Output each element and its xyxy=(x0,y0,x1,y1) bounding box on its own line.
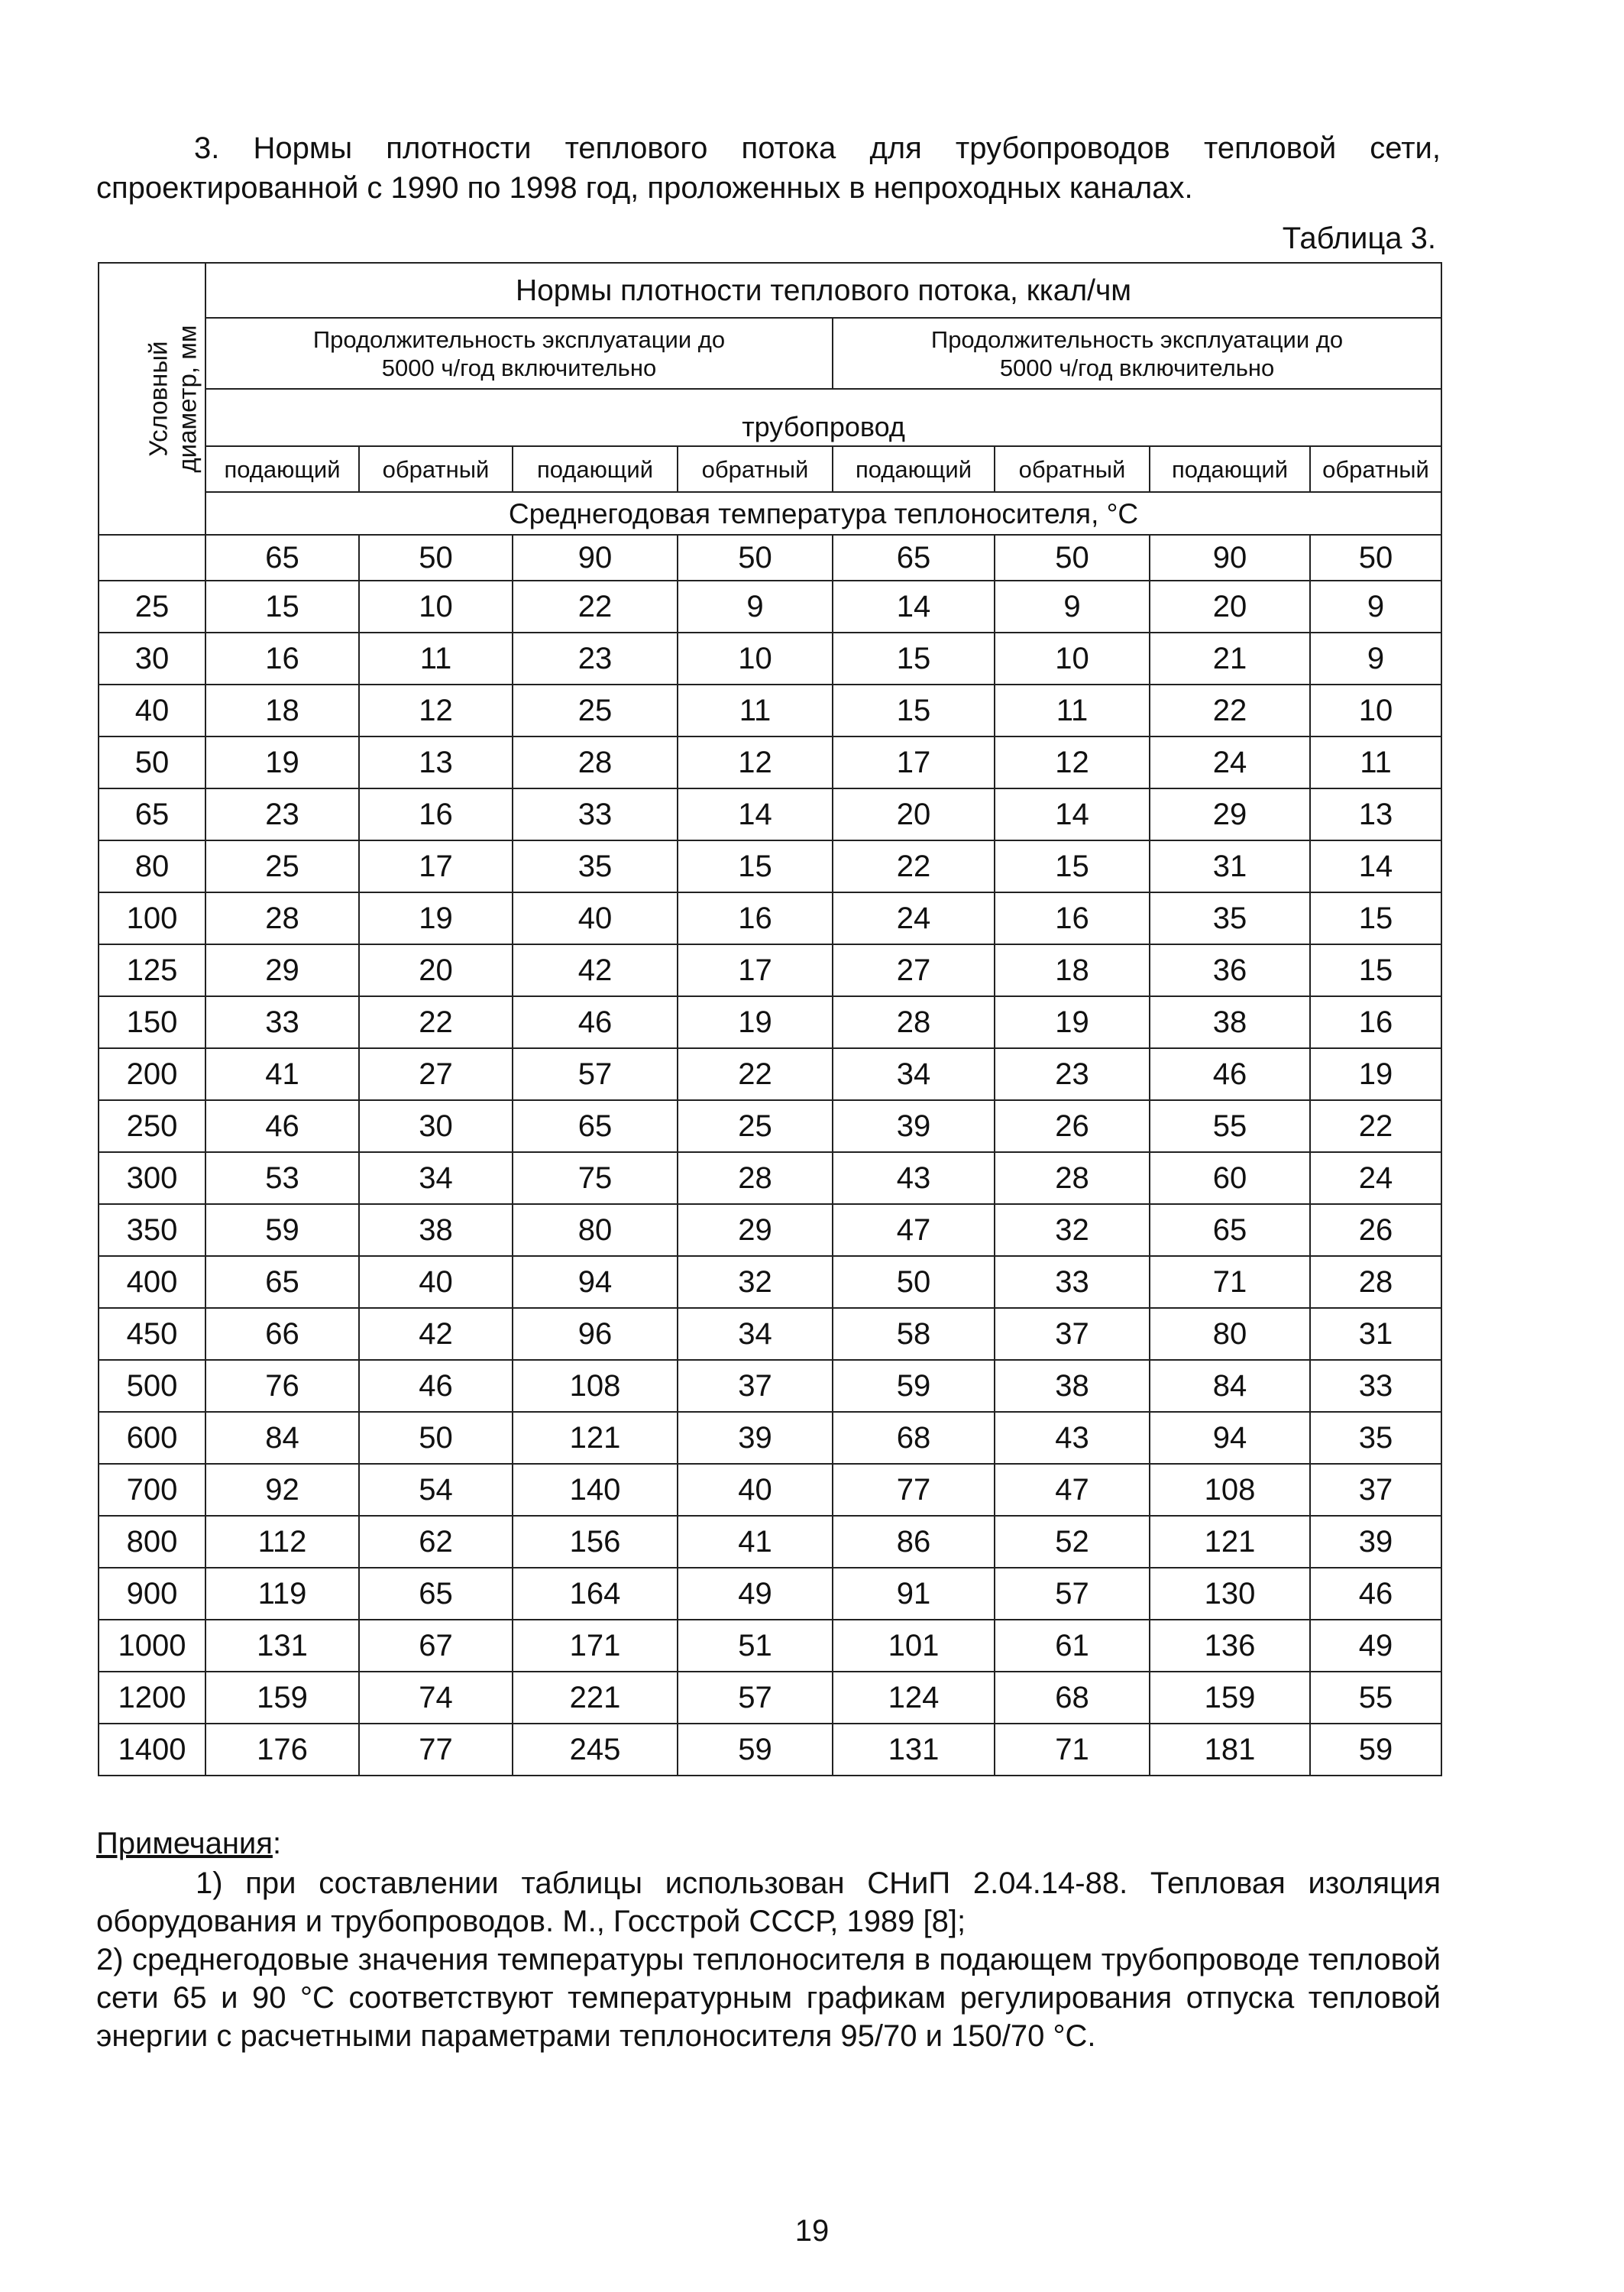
value-cell: 124 xyxy=(833,1672,995,1724)
value-cell: 112 xyxy=(205,1516,359,1568)
value-cell: 46 xyxy=(205,1100,359,1152)
value-cell: 47 xyxy=(995,1464,1150,1516)
value-cell: 71 xyxy=(1150,1256,1310,1308)
temp-cell: 50 xyxy=(1310,535,1441,581)
value-cell: 28 xyxy=(513,736,678,788)
value-cell: 77 xyxy=(359,1724,513,1776)
value-cell: 42 xyxy=(359,1308,513,1360)
diameter-cell: 600 xyxy=(99,1412,205,1464)
value-cell: 22 xyxy=(359,996,513,1048)
value-cell: 96 xyxy=(513,1308,678,1360)
value-cell: 84 xyxy=(205,1412,359,1464)
value-cell: 131 xyxy=(833,1724,995,1776)
value-cell: 24 xyxy=(1150,736,1310,788)
value-cell: 46 xyxy=(1150,1048,1310,1100)
table-row xyxy=(99,581,1441,633)
value-cell: 47 xyxy=(833,1204,995,1256)
value-cell: 57 xyxy=(995,1568,1150,1620)
value-cell: 60 xyxy=(1150,1152,1310,1204)
diameter-cell: 300 xyxy=(99,1152,205,1204)
value-cell: 38 xyxy=(1150,996,1310,1048)
table-row xyxy=(99,788,1441,840)
page-number: 19 xyxy=(794,2214,830,2248)
value-cell: 14 xyxy=(1310,840,1441,892)
col-header: обратный xyxy=(995,446,1150,492)
value-cell: 35 xyxy=(1310,1412,1441,1464)
table-row xyxy=(99,1048,1441,1100)
diameter-label-line-2: диаметр, мм xyxy=(173,325,202,473)
col-header: подающий xyxy=(205,446,359,492)
value-cell: 92 xyxy=(205,1464,359,1516)
value-cell: 28 xyxy=(678,1152,833,1204)
table-row xyxy=(99,1308,1441,1360)
heat-flux-norms-table xyxy=(98,262,1442,1776)
duration-group-b-line-2: 5000 ч/год включительно xyxy=(999,354,1275,381)
diameter-cell: 1200 xyxy=(99,1672,205,1724)
value-cell: 68 xyxy=(995,1672,1150,1724)
value-cell: 33 xyxy=(1310,1360,1441,1412)
table-row xyxy=(99,944,1441,996)
table-row xyxy=(99,1256,1441,1308)
duration-group-a-line-2: 5000 ч/год включительно xyxy=(381,354,657,381)
value-cell: 66 xyxy=(205,1308,359,1360)
value-cell: 55 xyxy=(1150,1100,1310,1152)
table-row xyxy=(99,1464,1441,1516)
value-cell: 15 xyxy=(678,840,833,892)
diameter-cell: 40 xyxy=(99,685,205,736)
value-cell: 41 xyxy=(678,1516,833,1568)
diameter-cell: 150 xyxy=(99,996,205,1048)
value-cell: 27 xyxy=(833,944,995,996)
diameter-cell: 1000 xyxy=(99,1620,205,1672)
value-cell: 13 xyxy=(359,736,513,788)
value-cell: 46 xyxy=(359,1360,513,1412)
value-cell: 140 xyxy=(513,1464,678,1516)
temp-cell: 65 xyxy=(205,535,359,581)
value-cell: 131 xyxy=(205,1620,359,1672)
value-cell: 14 xyxy=(995,788,1150,840)
value-cell: 28 xyxy=(205,892,359,944)
value-cell: 94 xyxy=(1150,1412,1310,1464)
value-cell: 17 xyxy=(678,944,833,996)
value-cell: 37 xyxy=(995,1308,1150,1360)
value-cell: 17 xyxy=(833,736,995,788)
value-cell: 43 xyxy=(995,1412,1150,1464)
col-header: обратный xyxy=(1310,446,1441,492)
value-cell: 36 xyxy=(1150,944,1310,996)
value-cell: 26 xyxy=(1310,1204,1441,1256)
value-cell: 68 xyxy=(833,1412,995,1464)
value-cell: 65 xyxy=(513,1100,678,1152)
value-cell: 67 xyxy=(359,1620,513,1672)
diameter-cell: 100 xyxy=(99,892,205,944)
value-cell: 28 xyxy=(995,1152,1150,1204)
diameter-label-line-1: Условный xyxy=(144,341,173,457)
value-cell: 20 xyxy=(359,944,513,996)
value-cell: 15 xyxy=(1310,944,1441,996)
table-row xyxy=(99,1568,1441,1620)
value-cell: 76 xyxy=(205,1360,359,1412)
value-cell: 42 xyxy=(513,944,678,996)
table-row xyxy=(99,1516,1441,1568)
value-cell: 34 xyxy=(359,1152,513,1204)
value-cell: 33 xyxy=(995,1256,1150,1308)
value-cell: 22 xyxy=(513,581,678,633)
value-cell: 34 xyxy=(678,1308,833,1360)
value-cell: 24 xyxy=(833,892,995,944)
value-cell: 18 xyxy=(995,944,1150,996)
table-caption: Таблица 3. xyxy=(1282,222,1436,255)
value-cell: 11 xyxy=(995,685,1150,736)
value-cell: 15 xyxy=(1310,892,1441,944)
value-cell: 31 xyxy=(1310,1308,1441,1360)
value-cell: 18 xyxy=(205,685,359,736)
temp-cell: 90 xyxy=(1150,535,1310,581)
value-cell: 25 xyxy=(205,840,359,892)
value-cell: 54 xyxy=(359,1464,513,1516)
value-cell: 15 xyxy=(833,633,995,685)
note-1: 1) при составлении таблицы использован СНиП 2.04.14-88. Тепловая изоляция оборудования и трубопроводов. М., Госстрой СССР, 1989 [8]; xyxy=(96,1866,1441,1938)
table-row xyxy=(99,1100,1441,1152)
diameter-header xyxy=(99,263,205,535)
value-cell: 9 xyxy=(1310,633,1441,685)
value-cell: 14 xyxy=(833,581,995,633)
diameter-cell: 200 xyxy=(99,1048,205,1100)
value-cell: 176 xyxy=(205,1724,359,1776)
value-cell: 40 xyxy=(359,1256,513,1308)
value-cell: 171 xyxy=(513,1620,678,1672)
value-cell: 11 xyxy=(1310,736,1441,788)
value-cell: 16 xyxy=(1310,996,1441,1048)
value-cell: 49 xyxy=(678,1568,833,1620)
temp-cell: 50 xyxy=(359,535,513,581)
duration-group-a xyxy=(205,318,833,389)
diameter-cell: 400 xyxy=(99,1256,205,1308)
col-header: подающий xyxy=(833,446,995,492)
value-cell: 26 xyxy=(995,1100,1150,1152)
value-cell: 34 xyxy=(833,1048,995,1100)
value-cell: 80 xyxy=(1150,1308,1310,1360)
value-cell: 86 xyxy=(833,1516,995,1568)
temp-cell: 50 xyxy=(678,535,833,581)
value-cell: 19 xyxy=(359,892,513,944)
duration-group-b-line-1: Продолжительность эксплуатации до xyxy=(930,325,1344,353)
diameter-cell: 1400 xyxy=(99,1724,205,1776)
col-header: обратный xyxy=(678,446,833,492)
value-cell: 221 xyxy=(513,1672,678,1724)
value-cell: 24 xyxy=(1310,1152,1441,1204)
value-cell: 94 xyxy=(513,1256,678,1308)
value-cell: 32 xyxy=(995,1204,1150,1256)
value-cell: 23 xyxy=(205,788,359,840)
value-cell: 33 xyxy=(513,788,678,840)
col-header: подающий xyxy=(513,446,678,492)
value-cell: 15 xyxy=(995,840,1150,892)
value-cell: 57 xyxy=(513,1048,678,1100)
value-cell: 38 xyxy=(995,1360,1150,1412)
diameter-cell: 500 xyxy=(99,1360,205,1412)
value-cell: 12 xyxy=(678,736,833,788)
value-cell: 40 xyxy=(513,892,678,944)
value-cell: 40 xyxy=(678,1464,833,1516)
value-cell: 62 xyxy=(359,1516,513,1568)
value-cell: 101 xyxy=(833,1620,995,1672)
value-cell: 46 xyxy=(513,996,678,1048)
value-cell: 37 xyxy=(1310,1464,1441,1516)
value-cell: 65 xyxy=(359,1568,513,1620)
heading-line-2: спроектированной с 1990 по 1998 год, проложенных в непроходных каналах. xyxy=(96,171,1193,205)
value-cell: 19 xyxy=(678,996,833,1048)
heading-line-1: 3. Нормы плотности теплового потока для трубопроводов тепловой сети, xyxy=(194,131,1441,165)
table-body xyxy=(99,581,1441,1776)
value-cell: 84 xyxy=(1150,1360,1310,1412)
value-cell: 58 xyxy=(833,1308,995,1360)
value-cell: 50 xyxy=(359,1412,513,1464)
table-title: Нормы плотности теплового потока, ккал/чм xyxy=(205,263,1441,318)
value-cell: 32 xyxy=(678,1256,833,1308)
value-cell: 46 xyxy=(1310,1568,1441,1620)
value-cell: 59 xyxy=(678,1724,833,1776)
table-row xyxy=(99,1672,1441,1724)
value-cell: 121 xyxy=(513,1412,678,1464)
temp-cell: 65 xyxy=(833,535,995,581)
value-cell: 136 xyxy=(1150,1620,1310,1672)
value-cell: 74 xyxy=(359,1672,513,1724)
value-cell: 130 xyxy=(1150,1568,1310,1620)
value-cell: 119 xyxy=(205,1568,359,1620)
diameter-cell: 80 xyxy=(99,840,205,892)
duration-group-a-line-1: Продолжительность эксплуатации до xyxy=(312,325,726,353)
value-cell: 35 xyxy=(1150,892,1310,944)
diameter-cell: 900 xyxy=(99,1568,205,1620)
table-row xyxy=(99,892,1441,944)
value-cell: 49 xyxy=(1310,1620,1441,1672)
value-cell: 29 xyxy=(205,944,359,996)
pipeline-header: трубопровод xyxy=(205,389,1441,446)
table-row xyxy=(99,736,1441,788)
value-cell: 43 xyxy=(833,1152,995,1204)
section-heading xyxy=(96,128,1441,208)
value-cell: 80 xyxy=(513,1204,678,1256)
value-cell: 12 xyxy=(995,736,1150,788)
value-cell: 20 xyxy=(1150,581,1310,633)
value-cell: 15 xyxy=(833,685,995,736)
value-cell: 77 xyxy=(833,1464,995,1516)
table-row xyxy=(99,840,1441,892)
value-cell: 71 xyxy=(995,1724,1150,1776)
value-cell: 22 xyxy=(833,840,995,892)
value-cell: 159 xyxy=(1150,1672,1310,1724)
value-cell: 14 xyxy=(678,788,833,840)
duration-group-b xyxy=(833,318,1441,389)
value-cell: 9 xyxy=(995,581,1150,633)
value-cell: 12 xyxy=(359,685,513,736)
value-cell: 35 xyxy=(513,840,678,892)
value-cell: 39 xyxy=(678,1412,833,1464)
value-cell: 29 xyxy=(1150,788,1310,840)
value-cell: 20 xyxy=(833,788,995,840)
diameter-cell: 65 xyxy=(99,788,205,840)
value-cell: 11 xyxy=(678,685,833,736)
value-cell: 245 xyxy=(513,1724,678,1776)
col-header: подающий xyxy=(1150,446,1310,492)
value-cell: 108 xyxy=(1150,1464,1310,1516)
value-cell: 28 xyxy=(833,996,995,1048)
value-cell: 59 xyxy=(1310,1724,1441,1776)
value-cell: 27 xyxy=(359,1048,513,1100)
value-cell: 52 xyxy=(995,1516,1150,1568)
value-cell: 51 xyxy=(678,1620,833,1672)
diameter-cell: 50 xyxy=(99,736,205,788)
notes-title: Примечания xyxy=(96,1827,273,1860)
value-cell: 22 xyxy=(678,1048,833,1100)
note-2: 2) среднегодовые значения температуры теплоносителя в подающем трубопроводе тепловой сети 65 и 90 °С соответствуют температурным графикам регулирования отпуска тепловой энергии с расчетными параметрами теплоносителя 95/70 и 150/70 °С. xyxy=(96,1943,1441,2053)
value-cell: 75 xyxy=(513,1152,678,1204)
value-cell: 17 xyxy=(359,840,513,892)
value-cell: 121 xyxy=(1150,1516,1310,1568)
value-cell: 156 xyxy=(513,1516,678,1568)
value-cell: 16 xyxy=(205,633,359,685)
value-cell: 16 xyxy=(678,892,833,944)
temp-blank-cell xyxy=(99,535,205,581)
notes xyxy=(96,1824,1441,2055)
value-cell: 55 xyxy=(1310,1672,1441,1724)
value-cell: 57 xyxy=(678,1672,833,1724)
value-cell: 39 xyxy=(833,1100,995,1152)
value-cell: 65 xyxy=(1150,1204,1310,1256)
diameter-cell: 250 xyxy=(99,1100,205,1152)
value-cell: 19 xyxy=(205,736,359,788)
value-cell: 53 xyxy=(205,1152,359,1204)
value-cell: 9 xyxy=(1310,581,1441,633)
value-cell: 31 xyxy=(1150,840,1310,892)
value-cell: 10 xyxy=(995,633,1150,685)
value-cell: 30 xyxy=(359,1100,513,1152)
notes-title-colon: : xyxy=(272,1827,282,1860)
value-cell: 38 xyxy=(359,1204,513,1256)
diameter-cell: 350 xyxy=(99,1204,205,1256)
value-cell: 11 xyxy=(359,633,513,685)
value-cell: 23 xyxy=(995,1048,1150,1100)
value-cell: 41 xyxy=(205,1048,359,1100)
value-cell: 10 xyxy=(359,581,513,633)
value-cell: 25 xyxy=(678,1100,833,1152)
value-cell: 23 xyxy=(513,633,678,685)
value-cell: 33 xyxy=(205,996,359,1048)
diameter-cell: 25 xyxy=(99,581,205,633)
temp-cell: 90 xyxy=(513,535,678,581)
col-header: обратный xyxy=(359,446,513,492)
table-row xyxy=(99,1152,1441,1204)
diameter-cell: 700 xyxy=(99,1464,205,1516)
table-row xyxy=(99,685,1441,736)
value-cell: 13 xyxy=(1310,788,1441,840)
value-cell: 25 xyxy=(513,685,678,736)
table-row xyxy=(99,1620,1441,1672)
value-cell: 10 xyxy=(1310,685,1441,736)
table-row xyxy=(99,996,1441,1048)
value-cell: 61 xyxy=(995,1620,1150,1672)
temp-cell: 50 xyxy=(995,535,1150,581)
value-cell: 19 xyxy=(995,996,1150,1048)
diameter-cell: 30 xyxy=(99,633,205,685)
value-cell: 28 xyxy=(1310,1256,1441,1308)
table-row xyxy=(99,1204,1441,1256)
temperature-header: Среднегодовая температура теплоносителя, °С xyxy=(205,492,1441,535)
table-row xyxy=(99,633,1441,685)
value-cell: 9 xyxy=(678,581,833,633)
table-row xyxy=(99,1412,1441,1464)
value-cell: 181 xyxy=(1150,1724,1310,1776)
value-cell: 65 xyxy=(205,1256,359,1308)
value-cell: 59 xyxy=(833,1360,995,1412)
value-cell: 37 xyxy=(678,1360,833,1412)
value-cell: 159 xyxy=(205,1672,359,1724)
value-cell: 22 xyxy=(1150,685,1310,736)
diameter-cell: 125 xyxy=(99,944,205,996)
diameter-cell: 450 xyxy=(99,1308,205,1360)
table-row xyxy=(99,1724,1441,1776)
value-cell: 16 xyxy=(995,892,1150,944)
diameter-cell: 800 xyxy=(99,1516,205,1568)
value-cell: 164 xyxy=(513,1568,678,1620)
value-cell: 21 xyxy=(1150,633,1310,685)
value-cell: 16 xyxy=(359,788,513,840)
value-cell: 22 xyxy=(1310,1100,1441,1152)
value-cell: 29 xyxy=(678,1204,833,1256)
value-cell: 50 xyxy=(833,1256,995,1308)
table-row xyxy=(99,1360,1441,1412)
value-cell: 108 xyxy=(513,1360,678,1412)
value-cell: 10 xyxy=(678,633,833,685)
value-cell: 15 xyxy=(205,581,359,633)
value-cell: 59 xyxy=(205,1204,359,1256)
value-cell: 19 xyxy=(1310,1048,1441,1100)
value-cell: 39 xyxy=(1310,1516,1441,1568)
value-cell: 91 xyxy=(833,1568,995,1620)
